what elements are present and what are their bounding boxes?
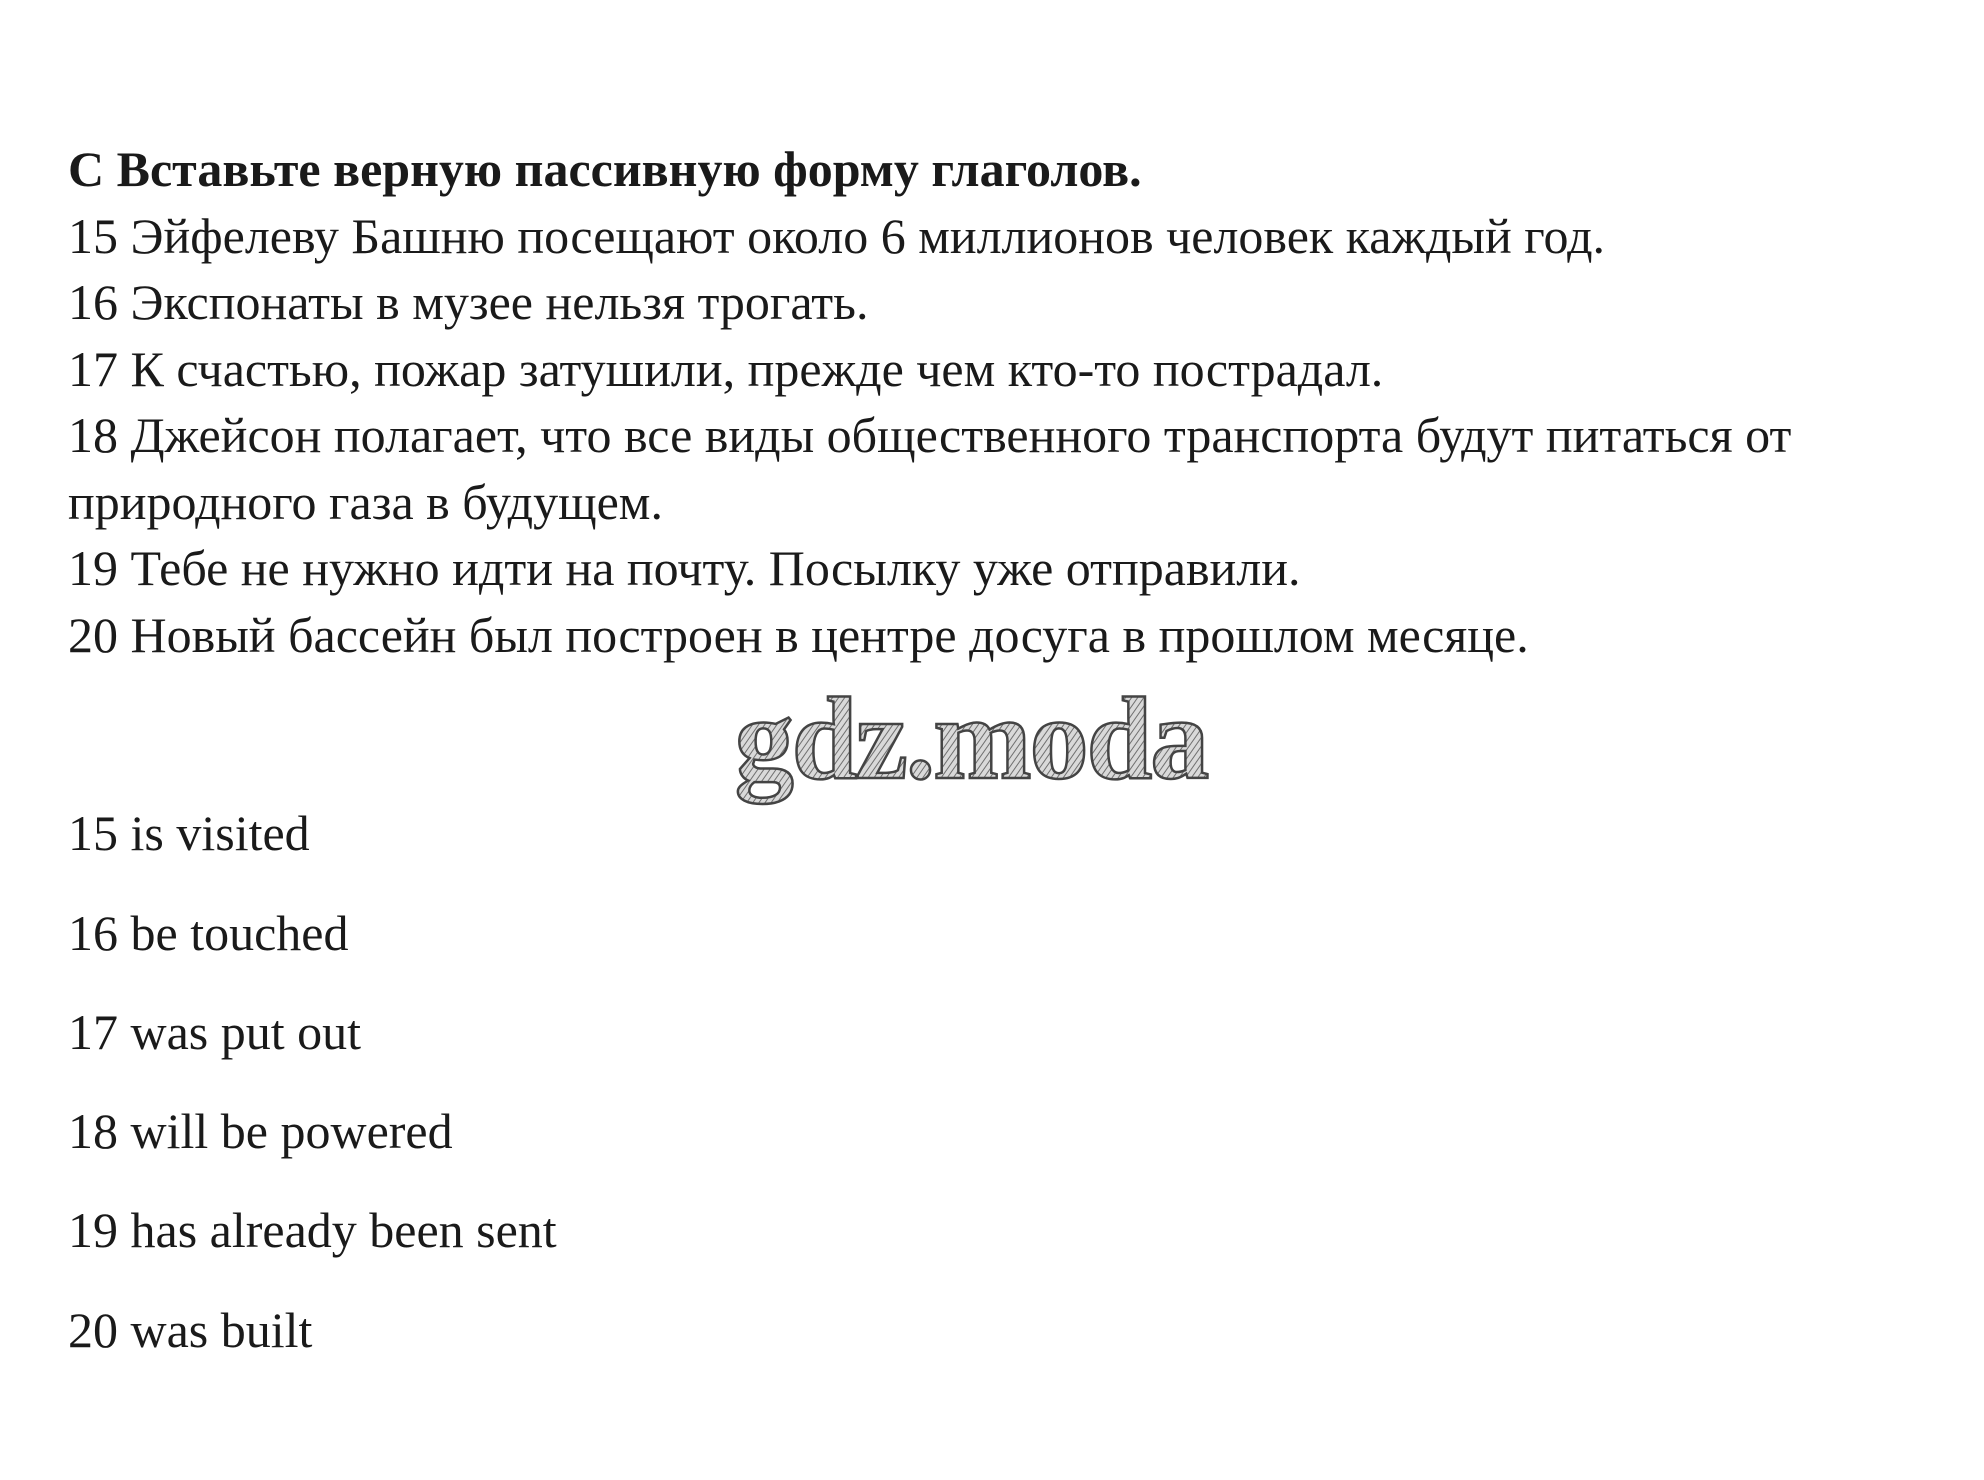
sentence-20: 20 Новый бассейн был построен в центре досуга в прошлом месяце. [68, 606, 1529, 663]
task-block [68, 136, 1948, 668]
sentence-15: 15 Эйфелеву Башню посещают около 6 миллионов человек каждый год. [68, 207, 1606, 264]
sentence-18: 18 Джейсон полагает, что все виды общественного транспорта будут питаться от природного газа в будущем. [68, 407, 1792, 530]
answer-18: 18 will be powered [68, 1103, 453, 1159]
sentence-17: 17 К счастью, пожар затушили, прежде чем кто-то пострадал. [68, 340, 1384, 397]
sentence-16: 16 Экспонаты в музее нельзя трогать. [68, 274, 869, 330]
task-heading: С Вставьте верную пассивную форму глаголов. [68, 141, 1142, 197]
answer-19: 19 has already been sent [68, 1202, 557, 1258]
answer-20: 20 was built [68, 1302, 313, 1358]
sentence-19: 19 Тебе не нужно идти на почту. Посылку уже отправили. [68, 540, 1301, 596]
watermark-logo [686, 688, 1256, 814]
answer-16: 16 be touched [68, 905, 349, 961]
answer-17: 17 was put out [68, 1004, 362, 1060]
watermark-text: gdz.moda [734, 688, 1208, 804]
answer-15: 15 is visited [68, 805, 310, 861]
